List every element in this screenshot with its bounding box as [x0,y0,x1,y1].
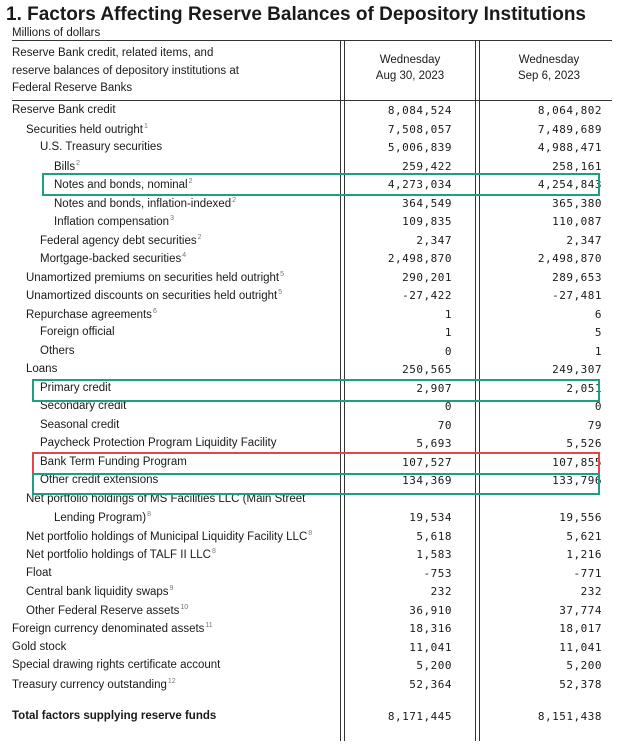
header-label-line: reserve balances of depository institutions at [12,64,239,77]
value-aug-30: 2,347 [416,233,452,247]
row-label-text: Repurchase agreements [26,308,152,321]
table-row [0,639,620,658]
value-aug-30: 259,422 [402,159,452,173]
value-aug-30: -753 [423,566,452,580]
units-note: Millions of dollars [12,27,101,39]
row-label [54,160,80,173]
table-row [0,121,620,140]
row-label-text: Securities held outright [26,123,143,136]
row-label [12,104,116,116]
table-row [0,195,620,214]
row-label-text: Notes and bonds, nominal [54,179,188,191]
table-row [0,676,620,695]
value-sep-6: 2,498,870 [537,252,602,265]
table-row [0,546,620,565]
row-label [26,548,216,561]
table-row [0,417,620,436]
value-aug-30: 36,910 [409,603,452,617]
highlight-box-primary-credit [32,379,600,402]
row-label-text: Net portfolio holdings of TALF II LLC [26,549,211,561]
highlight-box-bank-term-funding [32,452,600,475]
table-row [0,232,620,251]
column-header-day: Wednesday [518,54,580,66]
row-label [26,123,148,136]
value-aug-30: 232 [430,585,452,598]
row-label [26,271,284,284]
footnote-marker: 10 [180,603,189,611]
row-label-text: Paycheck Protection Program Liquidity Facility [40,437,277,449]
table-row [0,343,620,362]
table-row [0,435,620,454]
row-label-text: Unamortized premiums on securities held outright [26,271,280,284]
value-aug-30: 70 [437,418,452,432]
column-header-aug-30 [340,52,480,84]
value-aug-30: 364,549 [402,196,452,210]
value-sep-6: 5 [594,326,602,339]
row-label [12,641,66,653]
row-label [12,678,176,691]
value-aug-30: -27,422 [402,289,452,302]
value-sep-6: 110,087 [552,215,602,228]
row-label-text: Reserve Bank credit [12,104,116,116]
row-label [12,622,213,635]
header-label-line: Federal Reserve Banks [12,82,133,94]
row-label-text: Unamortized discounts on securities held outright [26,290,278,302]
value-aug-30: 8,084,524 [387,104,452,117]
row-label-text: Central bank liquidity swaps [26,586,169,598]
row-label [26,308,157,321]
row-label-text: Bills [54,160,76,173]
value-aug-30: 250,565 [402,363,452,376]
row-label-text: Foreign currency denominated assets [12,623,205,635]
header-top-rule [12,40,612,41]
header-label-line: Reserve Bank credit, related items, and [12,47,214,59]
value-aug-30: 11,041 [409,640,452,654]
table-row [0,250,620,269]
table-row [0,565,620,584]
footnote-marker: 11 [205,622,213,629]
row-label-text: Loans [26,363,58,375]
footnote-marker: 6 [152,307,157,315]
footnote-marker: 2 [197,233,202,241]
table-row [0,102,620,121]
footnote-marker: 4 [182,252,187,259]
value-sep-6: 7,489,689 [537,122,602,136]
row-label [54,197,236,210]
footnote-marker: 12 [167,677,176,685]
value-sep-6: 249,307 [552,363,602,376]
total-label: Total factors supplying reserve funds [12,710,217,722]
table-row [0,139,620,158]
value-sep-6: 11,041 [559,640,602,654]
value-sep-6: 2,347 [566,233,602,247]
row-label-header [12,45,332,98]
row-label [12,659,220,671]
value-sep-6: 107,855 [552,455,602,469]
row-label [26,530,312,543]
value-sep-6: 258,161 [552,159,602,173]
table-row [0,528,620,547]
row-label-text: Float [26,566,52,579]
table-row [0,620,620,639]
section-spacer [0,694,620,708]
value-aug-30: 0 [444,344,452,358]
value-aug-30: 4,273,034 [387,178,452,191]
row-label-text: Net portfolio holdings of MS Facilities LLC (Main Street [26,492,306,505]
footnote-marker: 5 [278,289,283,296]
footnote-marker: 9 [169,585,174,592]
value-sep-6: 289,653 [552,270,602,284]
row-label [40,326,115,338]
table-row [0,213,620,232]
column-header-sep-6 [479,52,619,84]
row-label [40,419,119,431]
row-label-text: Mortgage-backed securities [40,253,182,265]
row-label-text: Notes and bonds, inflation-indexed [54,197,232,210]
row-label [26,289,282,302]
highlight-box-other-credit [32,473,600,495]
value-sep-6: 2,051 [566,381,602,395]
footnote-marker: 1 [143,122,148,130]
row-label-text: Primary credit [40,381,111,394]
value-sep-6: 232 [580,585,602,598]
value-sep-6: 1,216 [566,548,602,561]
row-label-text: Seasonal credit [40,418,120,431]
table-row [0,287,620,306]
value-sep-6: 1 [594,344,602,358]
table-row [0,657,620,676]
header-bottom-rule [12,100,612,101]
value-sep-6: 18,017 [559,622,602,635]
row-label-text: U.S. Treasury securities [40,141,163,153]
row-label-text: Inflation compensation [54,216,170,228]
value-sep-6: 5,200 [566,659,602,672]
value-aug-30: 290,201 [402,270,452,284]
highlight-box-notes-and-bonds [42,173,600,196]
table-row [0,583,620,602]
footnote-marker: 8 [211,548,216,555]
row-label [26,585,173,598]
value-aug-30: 52,364 [409,677,452,691]
table-title: 1. Factors Affecting Reserve Balances of Depository Institutions [6,4,586,25]
value-aug-30: 5,618 [416,529,452,543]
table-row [0,602,620,621]
value-sep-6: 365,380 [552,196,602,210]
table-row [0,269,620,288]
value-sep-6: 8,064,802 [537,104,602,117]
row-label-text: Other credit extensions [40,474,159,486]
footnote-marker: 2 [232,196,236,204]
row-label-text: Federal agency debt securities [40,234,197,247]
value-aug-30: 5,006,839 [387,141,452,154]
value-sep-6: 52,378 [559,677,602,691]
footnote-marker: 5 [280,270,285,278]
value-sep-6: 19,556 [559,511,602,524]
value-aug-30: 134,369 [402,474,452,487]
table-row [0,361,620,380]
row-label [40,437,277,449]
footnote-marker: 8 [147,511,151,518]
column-header-date: Sep 6, 2023 [517,70,581,82]
total-row [0,708,620,727]
row-label-text: Gold stock [12,640,67,653]
value-aug-30: 2,907 [416,381,452,395]
row-label [40,345,75,357]
row-label [54,215,174,228]
value-sep-6: -27,481 [552,289,602,302]
value-sep-6: 5,621 [566,529,602,543]
row-label-text: Other Federal Reserve assets [26,604,180,617]
row-label-text: Lending Program) [54,512,147,524]
value-sep-6: 0 [594,400,602,413]
value-sep-6: 37,774 [559,603,602,617]
value-aug-30: 2,498,870 [387,252,452,265]
row-label-text: Others [40,344,75,357]
value-aug-30: 18,316 [409,622,452,635]
value-aug-30: 1 [444,307,452,321]
total-sep-6: 8,151,438 [537,710,602,723]
footnote-marker: 8 [308,529,313,537]
column-header-date: Aug 30, 2023 [375,70,445,82]
value-aug-30: 19,534 [409,511,452,524]
footnote-marker: 2 [188,178,193,185]
row-label [26,604,188,617]
row-label [26,363,57,375]
value-aug-30: 5,200 [416,659,452,672]
total-aug-30: 8,171,445 [387,710,452,723]
value-aug-30: 7,508,057 [387,122,452,136]
value-aug-30: 1,583 [416,548,452,561]
row-label-text: Secondary credit [40,400,127,412]
footnote-marker: 2 [76,159,80,167]
row-label-text: Bank Term Funding Program [40,455,187,468]
table-row [0,306,620,325]
value-sep-6: 79 [587,418,602,432]
value-sep-6: 5,526 [566,437,602,450]
row-label [26,567,52,579]
value-aug-30: 109,835 [402,215,452,228]
table-row [0,324,620,343]
row-label-text: Foreign official [40,326,115,338]
value-aug-30: 1 [444,326,452,339]
value-aug-30: 5,693 [416,437,452,450]
row-label [40,141,162,153]
row-label [54,511,151,524]
value-sep-6: 4,988,471 [537,141,602,154]
row-label [40,252,186,265]
footnote-marker: 3 [170,215,174,222]
value-sep-6: 4,254,843 [537,178,602,191]
row-label-text: Treasury currency outstanding [12,678,167,691]
value-aug-30: 0 [444,400,452,413]
table-row [0,509,620,528]
value-sep-6: -771 [573,566,602,580]
row-label [40,234,202,247]
column-header-day: Wednesday [379,54,441,66]
value-sep-6: 6 [594,307,602,321]
value-sep-6: 133,796 [552,474,602,487]
value-aug-30: 107,527 [402,455,452,469]
row-label-text: Net portfolio holdings of Municipal Liquidity Facility LLC [26,530,308,543]
row-label-text: Special drawing rights certificate account [12,659,221,671]
